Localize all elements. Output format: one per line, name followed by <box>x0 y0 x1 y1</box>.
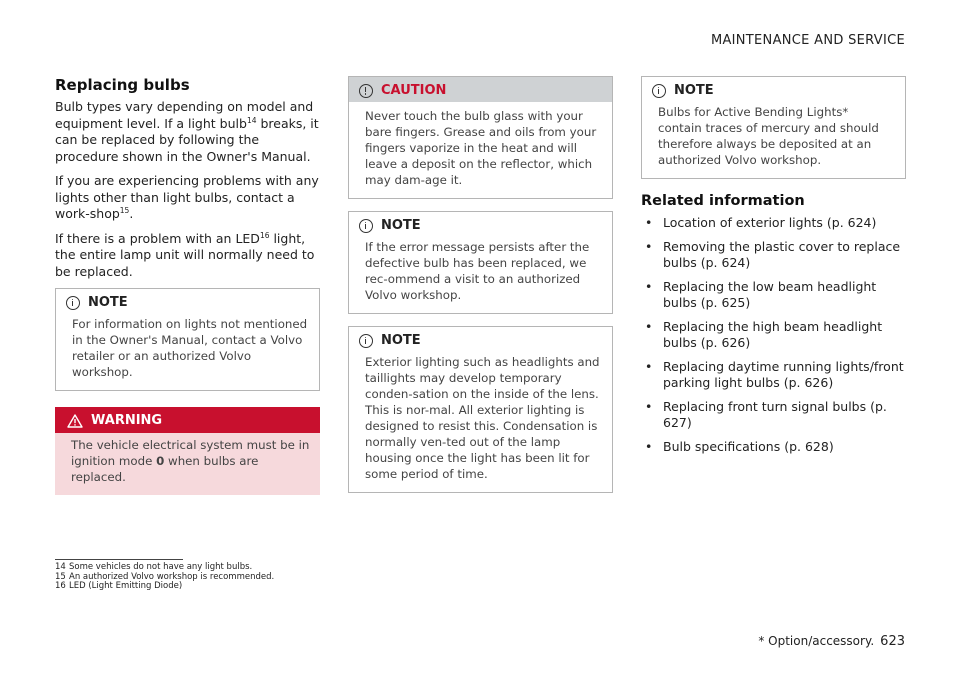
paragraph-3 <box>55 231 320 281</box>
related-link[interactable]: • Removing the plastic cover to replace bulbs (p. 624) <box>641 239 906 271</box>
paragraph-1-text-b: breaks, it can be replaced by following the procedure shown in the Owner's Manual. <box>55 115 319 164</box>
footnote-ref-16[interactable]: 16 <box>259 230 270 240</box>
note-header <box>56 289 319 314</box>
footnote-number: 14 <box>55 562 66 572</box>
page-number: 623 <box>880 634 905 649</box>
footnote-number: 15 <box>55 571 66 582</box>
note-header <box>642 77 905 102</box>
note-header <box>349 327 612 352</box>
note-title: NOTE <box>381 218 421 233</box>
footnotes <box>55 559 275 592</box>
note-header <box>349 212 612 237</box>
warning-title: WARNING <box>91 413 163 428</box>
related-link[interactable]: • Replacing the low beam headlight bulbs (p. 625) <box>641 279 906 311</box>
note-title: NOTE <box>674 83 714 98</box>
page-title: Replacing bulbs <box>55 76 190 94</box>
caution-title: CAUTION <box>381 83 447 98</box>
note-box <box>55 288 320 391</box>
info-icon <box>359 219 373 233</box>
related-link[interactable]: • Bulb specifications (p. 628) <box>641 439 906 455</box>
column-2 <box>348 76 613 505</box>
note-box <box>348 211 613 314</box>
warning-text-a: The vehicle electrical system must be in ignition mode <box>71 438 310 468</box>
related-link[interactable]: • Replacing the high beam headlight bulbs (p. 626) <box>641 319 906 351</box>
info-icon <box>66 296 80 310</box>
note-title: NOTE <box>381 333 421 348</box>
warning-header <box>55 407 320 433</box>
related-link[interactable]: • Location of exterior lights (p. 624) <box>641 215 906 231</box>
paragraph-2-text-a: If you are experiencing problems with any lights other than light bulbs, contact a work-shop <box>55 173 319 221</box>
footnote-text: An authorized Volvo workshop is recommended. <box>69 571 275 582</box>
warning-box <box>55 407 320 495</box>
paragraph-3-text-a: If there is a problem with an LED <box>55 230 260 246</box>
page-footer <box>758 634 905 649</box>
footnote <box>55 582 183 592</box>
note-box <box>348 326 613 493</box>
footnote-ref-15[interactable]: 15 <box>119 205 130 215</box>
column-1 <box>55 76 320 495</box>
caution-text: Never touch the bulb glass with your bare fingers. Grease and oils from your fingers vaporize in the heat and will leave a deposit on the reflector, which may dam-age it. <box>365 109 597 187</box>
footnote-text: Some vehicles do not have any light bulbs. <box>69 562 253 572</box>
warning-triangle-icon <box>67 414 83 428</box>
note-text: For information on lights not mentioned in the Owner's Manual, contact a Volvo retailer or an authorized Volvo workshop. <box>72 317 308 379</box>
caution-header <box>349 77 612 102</box>
warning-text-b: when bulbs are replaced. <box>71 454 259 484</box>
related-information-heading: Related information <box>641 193 805 209</box>
related-link[interactable]: • Replacing daytime running lights/front parking light bulbs (p. 626) <box>641 359 906 391</box>
related-link[interactable]: • Replacing front turn signal bulbs (p. 627) <box>641 399 906 431</box>
info-icon <box>652 84 666 98</box>
note-title: NOTE <box>88 295 128 310</box>
note-text: Exterior lighting such as headlights and taillights may develop temporary conden-sation on the inside of the lens. This is nor-mal. All exterior lighting is designed to resist this. Condensation is normally ven-ted out of the lamp housing once the light has been lit for some period of time. <box>365 355 600 481</box>
warning-text <box>55 433 320 495</box>
note-text: If the error message persists after the defective bulb has been replaced, we rec-ommend a visit to an authorized Volvo workshop. <box>365 240 590 302</box>
paragraph-1-text-a: Bulb types vary depending on model and equipment level. If a light bulb <box>55 99 314 131</box>
section-header: MAINTENANCE AND SERVICE <box>710 33 905 48</box>
footnote-ref-14[interactable]: 14 <box>246 115 257 125</box>
option-accessory-note: * Option/accessory. <box>758 634 875 648</box>
caution-box <box>348 76 613 199</box>
paragraph-1 <box>55 99 320 165</box>
footnote-text: LED (Light Emitting Diode) <box>69 581 183 591</box>
ignition-mode-value: 0 <box>156 454 165 468</box>
paragraph-3-text-b: light, the entire lamp unit will normally need to be replaced. <box>55 230 315 279</box>
related-links-list <box>641 215 906 455</box>
note-box <box>641 76 906 179</box>
info-icon <box>359 334 373 348</box>
footnote-number: 16 <box>55 581 66 591</box>
note-text: Bulbs for Active Bending Lights* contain traces of mercury and should therefore always be deposited at an authorized Volvo workshop. <box>658 105 879 167</box>
paragraph-2 <box>55 173 320 223</box>
paragraph-2-text-b: . <box>129 206 134 221</box>
caution-icon <box>359 84 373 98</box>
column-3 <box>641 76 906 463</box>
